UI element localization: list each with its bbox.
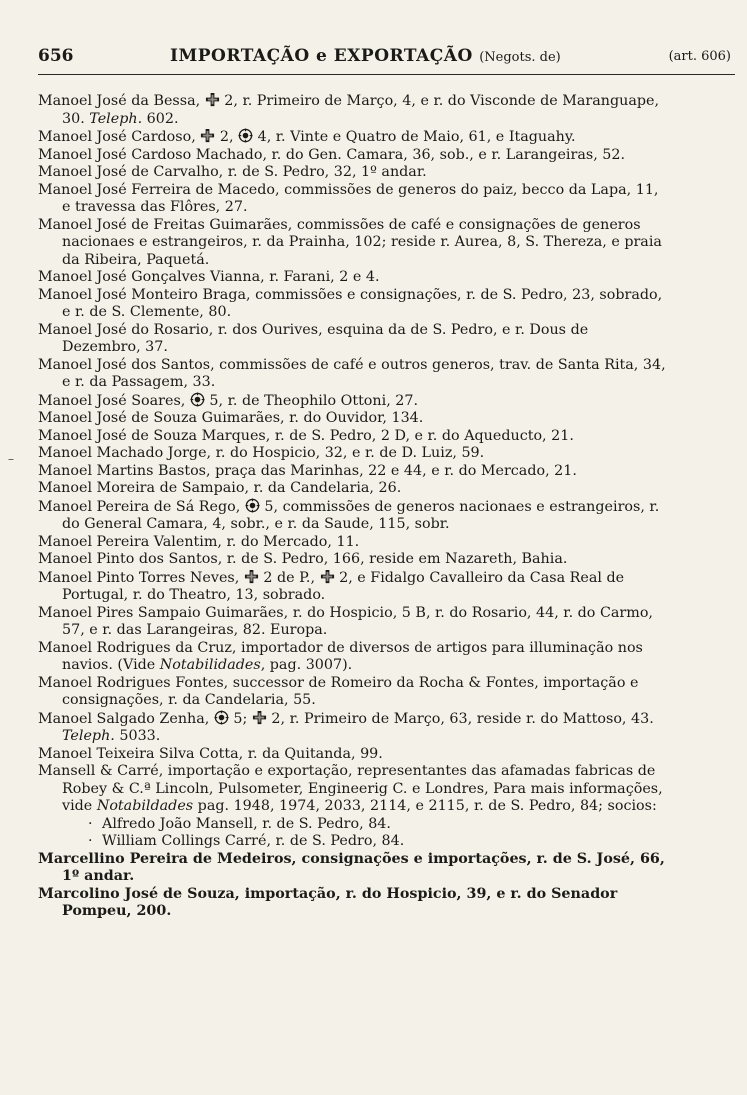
italic-reference: Teleph. — [62, 728, 115, 744]
directory-entry: Manoel José Ferreira de Macedo, commissões de generos do paiz, becco da Lapa, 11, e travessa das Flôres, 27. — [38, 181, 659, 215]
rose-emblem-icon — [245, 498, 260, 513]
directory-entry: Manoel José de Freitas Guimarães, commissões de café e consignações de generos nacionaes e estrangeiros, r. da Prainha, 102; reside r. Aurea, 8, S. Thereza, e praia da Ribeira, Paquetá. — [38, 216, 662, 268]
italic-reference: Notabilidades — [159, 657, 261, 673]
directory-entry: Manoel Rodrigues da Cruz, importador de diversos de artigos para illuminação nos navios. (Vide Notabilidades, pag. 3007). — [38, 639, 643, 673]
italic-reference: Notabildades — [96, 798, 194, 814]
directory-entry: Manoel Pinto Torres Neves, 2 de P., 2, e Fidalgo Cavalleiro da Casa Real de Portugal, r. do Theatro, 13, sobrado. — [38, 569, 625, 603]
directory-entries — [38, 92, 670, 921]
rose-emblem-icon — [190, 392, 205, 407]
italic-reference: Teleph. — [89, 110, 143, 127]
directory-entry: Manoel Machado Jorge, r. do Hospicio, 32, e r. de D. Luiz, 59. — [38, 445, 485, 461]
directory-entry: Manoel José Soares, 5, r. de Theophilo Ottoni, 27. — [38, 392, 419, 409]
bullet-mark: · — [88, 833, 93, 849]
directory-entry: Manoel José de Souza Marques, r. de S. Pedro, 2 D, e r. do Aqueducto, 21. — [38, 427, 574, 444]
directory-entry: Manoel Pereira de Sá Rego, 5, commissões de generos nacionaes e estrangeiros, r. do General Camara, 4, sobr., e r. da Saude, 115, sobr. — [38, 498, 660, 532]
directory-entry: Manoel Pereira Valentim, r. do Mercado, 11. — [38, 533, 360, 550]
order-cross-icon — [320, 569, 335, 584]
order-cross-icon — [205, 92, 220, 107]
directory-entry: Mansell & Carré, importação e exportação, representantes das afamadas fabricas de Robey & C.ª Lincoln, Pulsometer, Engineerig C. e Londres, Para mais informações, vide Notabildades pag. 1948, 1974, 2033, 2114, e 2115, r. de S. Pedro, 84; socios: — [38, 763, 663, 814]
rose-emblem-icon — [238, 128, 253, 143]
directory-entry: Marcolino José de Souza, importação, r. do Hospicio, 39, e r. do Senador Pompeu, 200. — [38, 885, 618, 919]
directory-entry: Manoel Rodrigues Fontes, successor de Romeiro da Rocha & Fontes, importação e consignações, r. da Candelaria, 55. — [38, 674, 639, 708]
order-cross-icon — [244, 569, 259, 584]
running-subtitle: (Negots. de) — [479, 50, 561, 65]
directory-entry: Manoel Teixeira Silva Cotta, r. da Quitanda, 99. — [38, 745, 383, 762]
margin-dash-mark: – — [8, 452, 14, 466]
directory-entry: Manoel Pinto dos Santos, r. de S. Pedro, 166, reside em Nazareth, Bahia. — [38, 551, 568, 567]
page-header — [38, 44, 735, 75]
directory-entry: Manoel José Cardoso, 2, 4, r. Vinte e Quatro de Maio, 61, e Itaguahy. — [38, 129, 576, 145]
rose-emblem-icon — [214, 710, 229, 725]
bullet-mark: · — [88, 815, 93, 832]
partner-entry: · Alfredo João Mansell, r. de S. Pedro, 84. — [88, 815, 391, 832]
directory-entry: Manoel José dos Santos, commissões de café e outros generos, trav. de Santa Rita, 34, e r. da Passagem, 33. — [38, 356, 666, 390]
running-title: IMPORTAÇÃO e EXPORTAÇÃO (Negots. de) — [170, 46, 561, 66]
order-cross-icon — [200, 128, 215, 143]
directory-entry: Manoel José Cardoso Machado, r. do Gen. Camara, 36, sob., e r. Larangeiras, 52. — [38, 146, 626, 163]
article-reference: (art. 606) — [668, 49, 731, 64]
directory-entry: Manoel José do Rosario, r. dos Ourives, esquina da de S. Pedro, e r. Dous de Dezembro, 37. — [38, 321, 589, 355]
page-number: 656 — [38, 46, 74, 66]
directory-entry: Manoel Martins Bastos, praça das Marinhas, 22 e 44, e r. do Mercado, 21. — [38, 462, 577, 479]
directory-entry: Marcellino Pereira de Medeiros, consignações e importações, r. de S. José, 66, 1º andar. — [38, 850, 665, 884]
directory-entry: Manoel José de Carvalho, r. de S. Pedro, 32, 1º andar. — [38, 164, 427, 180]
directory-entry: Manoel José Monteiro Braga, commissões e consignações, r. de S. Pedro, 23, sobrado, e r. de S. Clemente, 80. — [38, 286, 663, 320]
directory-entry: Manoel José Gonçalves Vianna, r. Farani, 2 e 4. — [38, 269, 380, 285]
directory-entry: Manoel José de Souza Guimarães, r. do Ouvidor, 134. — [38, 410, 424, 426]
partner-entry: · William Collings Carré, r. de S. Pedro, 84. — [88, 833, 405, 849]
directory-entry: Manoel Salgado Zenha, 5; 2, r. Primeiro de Março, 63, reside r. do Mattoso, 43. Teleph. 5033. — [38, 710, 654, 744]
order-cross-icon — [252, 710, 267, 725]
directory-entry: Manoel José da Bessa, 2, r. Primeiro de Março, 4, e r. do Visconde de Maranguape, 30. Teleph. 602. — [38, 93, 659, 127]
directory-entry: Manoel Moreira de Sampaio, r. da Candelaria, 26. — [38, 480, 402, 496]
directory-entry: Manoel Pires Sampaio Guimarães, r. do Hospicio, 5 B, r. do Rosario, 44, r. do Carmo, 57, e r. das Larangeiras, 82. Europa. — [38, 604, 653, 638]
